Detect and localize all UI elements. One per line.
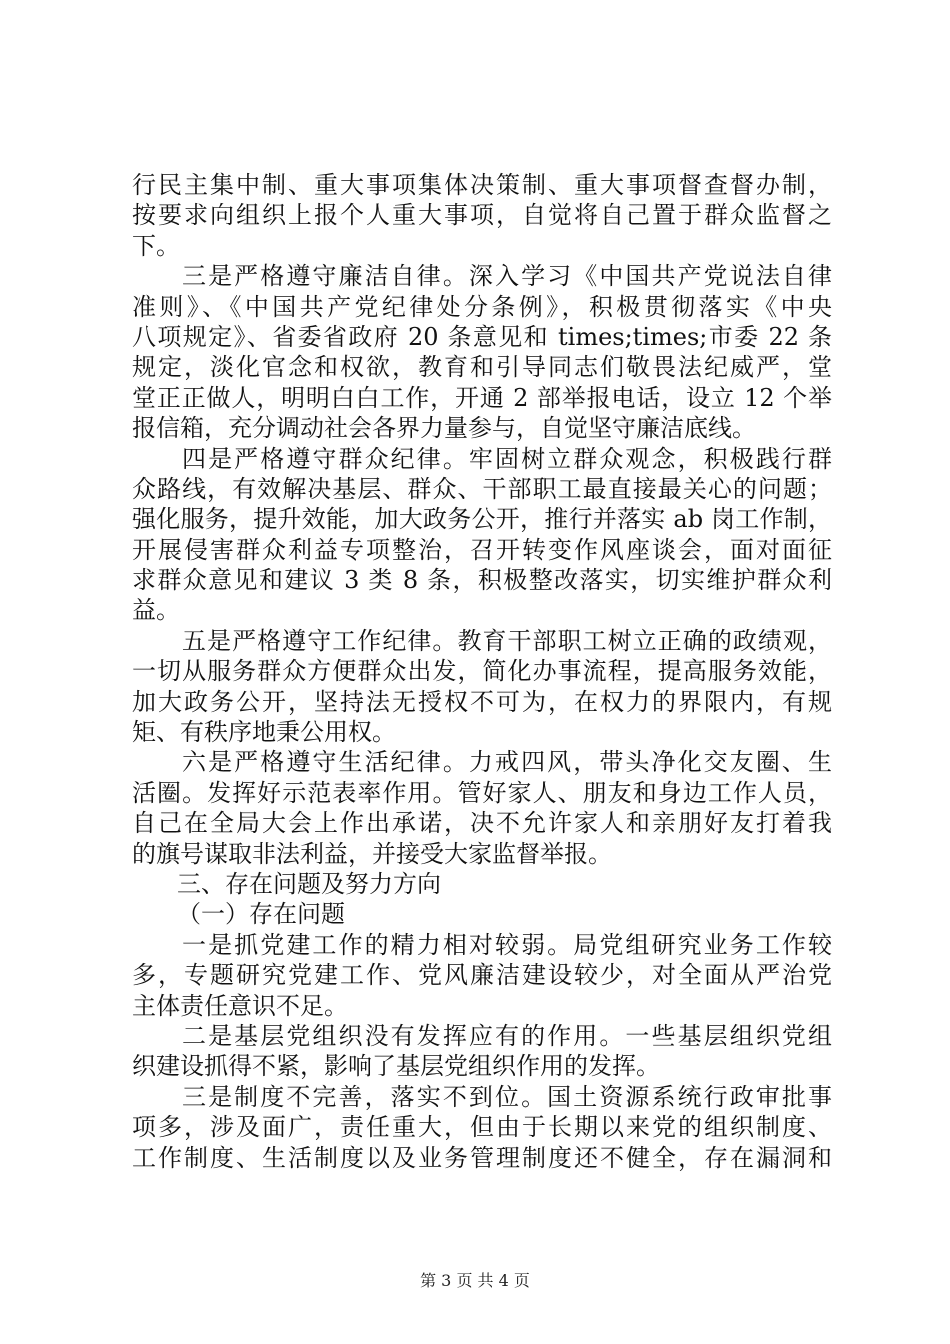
text-line: 行民主集中制、重大事项集体决策制、重大事项督查督办制， [132, 171, 832, 199]
text-line: 准则》、《中国共产党纪律处分条例》，积极贯彻落实《中央 [132, 292, 832, 321]
text-line: 一切从服务群众方便群众出发，简化办事流程，提高服务效能， [132, 657, 832, 686]
text-line: 五是严格遵守工作纪律。教育干部职工树立正确的政绩观， [182, 626, 832, 655]
paragraph [132, 444, 832, 626]
text-line: 益。 [132, 596, 180, 625]
paragraph [132, 1021, 832, 1082]
text-line: 自己在全局大会上作出承诺，决不允许家人和亲朋好友打着我 [132, 809, 832, 838]
text-line: 三是制度不完善，落实不到位。国土资源系统行政审批事 [182, 1082, 832, 1111]
paragraph [132, 626, 832, 748]
text-line: 强化服务，提升效能，加大政务公开，推行并落实 ab 岗工作制， [132, 505, 832, 534]
text-line: （一）存在问题 [177, 900, 345, 929]
text-line: 多，专题研究党建工作、党风廉洁建设较少，对全面从严治党 [132, 961, 832, 990]
text-line: 四是严格遵守群众纪律。牢固树立群众观念，积极践行群 [182, 444, 832, 473]
text-line: 二是基层党组织没有发挥应有的作用。一些基层组织党组 [182, 1021, 832, 1050]
text-line: 织建设抓得不紧，影响了基层党组织作用的发挥。 [132, 1052, 660, 1081]
text-line: 主体责任意识不足。 [132, 991, 348, 1020]
section-heading [132, 869, 832, 899]
paragraph [132, 261, 832, 443]
text-line: 下。 [132, 231, 180, 260]
text-line: 报信箱，充分调动社会各界力量参与，自觉坚守廉洁底线。 [132, 414, 756, 443]
paragraph [132, 1082, 832, 1173]
text-line: 矩、有秩序地秉公用权。 [132, 718, 396, 747]
text-line: 八项规定》、省委省政府 20 条意见和 times;times;市委 22 条 [132, 322, 832, 351]
text-line: 求群众意见和建议 3 类 8 条，积极整改落实，切实维护群众利 [132, 566, 832, 595]
text-line: 三、存在问题及努力方向 [177, 869, 441, 898]
text-line: 一是抓党建工作的精力相对较弱。局党组研究业务工作较 [182, 930, 832, 959]
text-line: 规定，淡化官念和权欲，教育和引导同志们敬畏法纪威严，堂 [132, 353, 832, 382]
text-line: 活圈。发挥好示范表率作用。管好家人、朋友和身边工作人员， [132, 778, 832, 807]
body-text [132, 170, 832, 1173]
page-footer: 第 3 页 共 4 页 [420, 1271, 530, 1290]
text-line: 堂正正做人，明明白白工作，开通 2 部举报电话，设立 12 个举 [132, 383, 832, 412]
text-line: 按要求向组织上报个人重大事项，自觉将自己置于群众监督之 [132, 201, 832, 230]
text-line: 三是严格遵守廉洁自律。深入学习《中国共产党说法自律 [182, 262, 832, 291]
text-line: 加大政务公开，坚持法无授权不可为，在权力的界限内，有规 [132, 687, 832, 716]
text-line: 工作制度、生活制度以及业务管理制度还不健全，存在漏洞和 [132, 1143, 832, 1172]
text-line: 开展侵害群众利益专项整治，召开转变作风座谈会，面对面征 [132, 535, 832, 564]
paragraph [132, 170, 832, 261]
paragraph [132, 747, 832, 869]
text-line: 的旗号谋取非法利益，并接受大家监督举报。 [132, 839, 612, 868]
text-line: 六是严格遵守生活纪律。力戒四风，带头净化交友圈、生 [182, 748, 832, 777]
text-line: 众路线，有效解决基层、群众、干部职工最直接最关心的问题； [132, 474, 832, 503]
section-heading [132, 899, 832, 929]
paragraph [132, 930, 832, 1021]
text-line: 项多，涉及面广，责任重大，但由于长期以来党的组织制度、 [132, 1113, 832, 1142]
